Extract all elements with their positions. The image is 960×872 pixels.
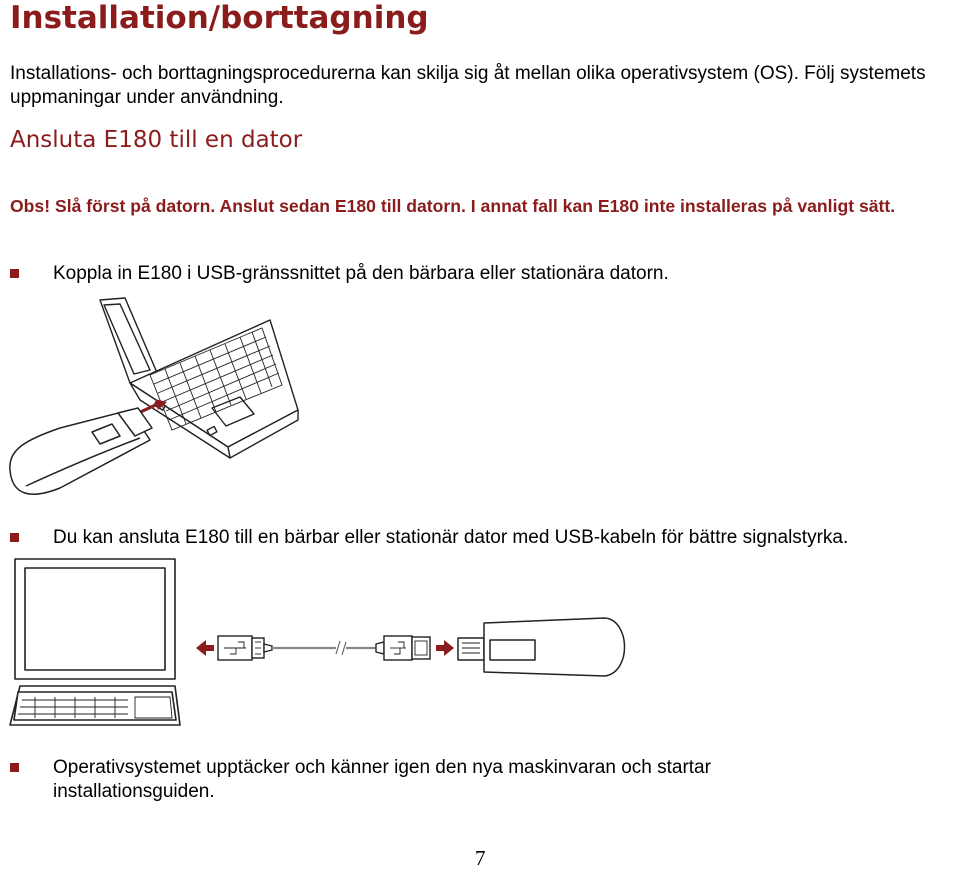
list-item-text: Koppla in E180 i USB-gränssnittet på den bärbara eller stationära datorn. — [53, 263, 669, 284]
warning-note: Obs! Slå först på datorn. Anslut sedan E180 till datorn. I annat fall kan E180 inte installeras på vanligt sätt. — [10, 196, 896, 216]
bullet-square-icon — [10, 533, 19, 542]
page-number: 7 — [475, 846, 486, 870]
intro-paragraph: Installations- och borttagningsprocedurerna kan skilja sig åt mellan olika operativsystem (OS). Följ systemets uppmaningar under användning. — [10, 63, 926, 108]
section-heading: Ansluta E180 till en dator — [10, 127, 303, 153]
page-title: Installation/borttagning — [10, 0, 429, 36]
bullet-square-icon — [10, 269, 19, 278]
list-item-text: Du kan ansluta E180 till en bärbar eller stationär dator med USB-kabeln för bättre signalstyrka. — [53, 527, 849, 548]
bullet-square-icon — [10, 763, 19, 772]
list-item-text: Operativsystemet upptäcker och känner igen den nya maskinvaran och startar installationsguiden. — [53, 757, 711, 802]
